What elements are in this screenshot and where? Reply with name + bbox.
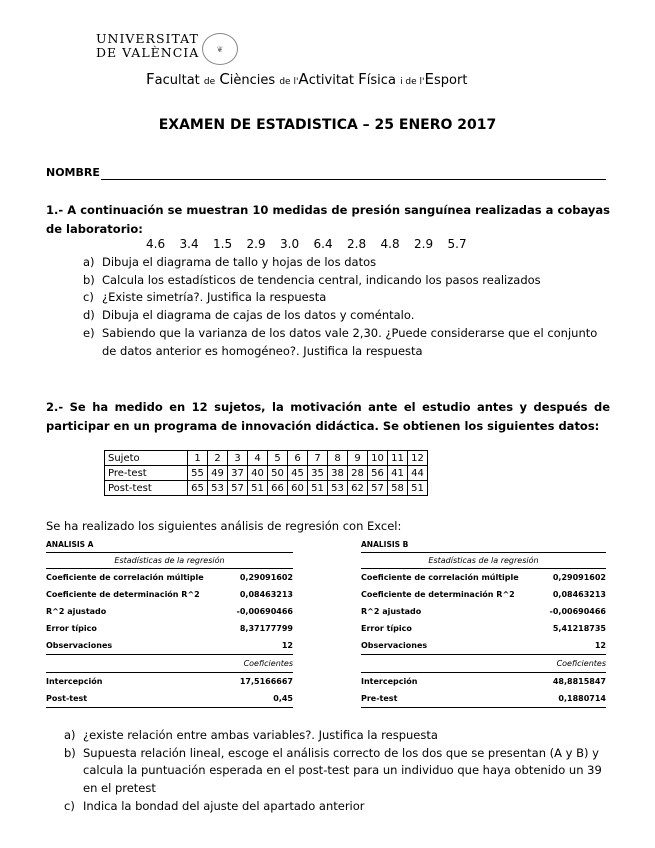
text: A: [298, 70, 309, 88]
text: 41: [388, 466, 408, 481]
text: R^2 ajustado: [46, 607, 107, 616]
table-row: [105, 451, 428, 466]
table-row: [46, 637, 293, 655]
text: Calcula los estadísticos de tendencia central, indicando los pasos realizados: [102, 272, 541, 287]
text: Intercepción: [361, 677, 418, 686]
text: Pre-test: [361, 694, 398, 703]
question-2-items: [64, 727, 614, 816]
text: 57: [368, 481, 388, 496]
text: 8,37177799: [239, 624, 293, 633]
text: Supuesta relación lineal, escoge el análisis correcto de los dos que se presentan (A y B) y calcula la puntuación esperada en el post-test para un individuo que haya obtenido un 39 en el pretest: [83, 745, 602, 796]
text: Post-test: [46, 694, 88, 703]
text: 0,29091602: [552, 573, 606, 582]
text: 55: [188, 466, 208, 481]
exam-title: EXAMEN DE ESTADISTICA – 25 ENERO 2017: [158, 117, 497, 133]
list-item: [83, 307, 613, 325]
analysis-a-table: [46, 540, 293, 708]
text: Sujeto: [105, 451, 188, 466]
text: 44: [408, 466, 428, 481]
text: Dibuja el diagrama de tallo y hojas de los datos: [102, 255, 377, 269]
text: d): [83, 308, 95, 323]
university-logo-text: [96, 32, 199, 60]
text: Coeficiente de correlación múltiple: [46, 573, 204, 582]
faculty-name: [146, 70, 467, 88]
list-item: [64, 745, 614, 798]
text: 0,1880714: [558, 694, 606, 703]
text: 40: [248, 466, 268, 481]
text: Coeficiente de correlación múltiple: [361, 573, 519, 582]
value: 3.4: [179, 237, 199, 251]
text: 9: [348, 451, 368, 466]
text: a): [64, 728, 76, 742]
text: 6: [288, 451, 308, 466]
text: 53: [328, 481, 348, 496]
text: c): [64, 798, 75, 813]
text: 37: [228, 466, 248, 481]
text: 38: [328, 466, 348, 481]
text: 2: [208, 451, 228, 466]
table-row: [361, 586, 606, 603]
text: -0,00690466: [236, 607, 293, 616]
table-row: [361, 690, 606, 708]
table-row: [105, 466, 428, 481]
text: 51: [408, 481, 428, 496]
text: 5: [268, 451, 288, 466]
text: ctivitat: [308, 73, 355, 88]
text: 0,29091602: [239, 573, 293, 582]
text: ísica: [366, 73, 396, 88]
text: 11: [388, 451, 408, 466]
text: E: [424, 70, 434, 88]
value: 2.9: [414, 237, 434, 251]
list-item: [83, 254, 613, 272]
university-seal-icon: ❦: [202, 33, 238, 65]
value: 1.5: [213, 237, 233, 251]
text: R^2 ajustado: [361, 607, 422, 616]
text: 8: [328, 451, 348, 466]
table-row: [46, 569, 293, 586]
name-field[interactable]: [101, 179, 606, 180]
text: de l': [279, 77, 299, 87]
text: 5,41218735: [552, 624, 606, 633]
table-row: [46, 690, 293, 708]
text: F: [358, 70, 367, 88]
data-table: [104, 450, 428, 496]
list-item: [83, 289, 613, 307]
text: Pre-test: [105, 466, 188, 481]
analysis-subtitle: Estadísticas de la regresión: [361, 553, 606, 569]
text: b): [83, 272, 95, 287]
coef-header: Coeficientes: [361, 655, 606, 673]
text: 7: [308, 451, 328, 466]
text: 66: [268, 481, 288, 496]
text: 56: [368, 466, 388, 481]
table-row: [46, 673, 293, 690]
question-1-items: [83, 254, 613, 360]
text: 65: [188, 481, 208, 496]
value: 6.4: [313, 237, 333, 251]
text: de: [203, 77, 216, 87]
list-item: [83, 272, 613, 290]
value: 4.8: [380, 237, 400, 251]
text: ¿existe relación entre ambas variables?. Justifica la respuesta: [83, 728, 438, 742]
text: C: [219, 70, 230, 88]
table-row: [46, 586, 293, 603]
analysis-subtitle: Estadísticas de la regresión: [46, 553, 293, 569]
list-item: [83, 325, 613, 360]
text: 57: [228, 481, 248, 496]
table-row: [46, 620, 293, 637]
text: 62: [348, 481, 368, 496]
text: b): [64, 745, 76, 760]
table-row: [361, 673, 606, 690]
text: ¿Existe simetría?. Justifica la respuesta: [102, 290, 327, 305]
coef-header: Coeficientes: [46, 655, 293, 673]
text: 53: [208, 481, 228, 496]
text: 58: [388, 481, 408, 496]
table-row: [361, 637, 606, 655]
text: 17,5166667: [239, 677, 293, 686]
text: Sabiendo que la varianza de los datos vale 2,30. ¿Puede considerarse que el conjunto de datos anterior es homogéneo?. Justifica la respuesta: [102, 325, 598, 358]
text: 35: [308, 466, 328, 481]
value: 2.9: [246, 237, 266, 251]
table-row: [105, 481, 428, 496]
question-1-values: [146, 237, 481, 251]
table-row: [361, 569, 606, 586]
text: 0,08463213: [552, 590, 606, 599]
list-item: [64, 798, 614, 816]
text: acultat: [154, 73, 200, 88]
table-row: [361, 620, 606, 637]
text: 49: [208, 466, 228, 481]
value: 4.6: [146, 237, 166, 251]
text: 48,8815847: [552, 677, 606, 686]
value: 2.8: [347, 237, 367, 251]
value: 5.7: [447, 237, 467, 251]
text: Coeficiente de determinación R^2: [46, 590, 200, 599]
text: Dibuja el diagrama de cajas de los datos y coméntalo.: [102, 308, 415, 323]
question-1-text: 1.- A continuación se muestran 10 medidas de presión sanguínea realizadas a cobayas de laboratorio:: [46, 203, 610, 236]
text: 12: [594, 641, 606, 650]
text: Coeficiente de determinación R^2: [361, 590, 515, 599]
analysis-b-table: [361, 540, 606, 708]
text: 50: [268, 466, 288, 481]
table-row: [46, 603, 293, 620]
text: a): [83, 255, 95, 269]
text: sport: [434, 73, 468, 88]
regression-intro: Se ha realizado los siguientes análisis de regresión con Excel:: [46, 519, 402, 533]
text: Post-test: [105, 481, 188, 496]
analysis-title: ANALISIS A: [46, 540, 293, 553]
text: Intercepción: [46, 677, 103, 686]
text: 4: [248, 451, 268, 466]
text: Observaciones: [361, 641, 428, 650]
text: 28: [348, 466, 368, 481]
text: 60: [288, 481, 308, 496]
table-row: [361, 603, 606, 620]
text: Observaciones: [46, 641, 113, 650]
text: 1: [188, 451, 208, 466]
text: 45: [288, 466, 308, 481]
text: 0,45: [273, 694, 293, 703]
text: 0,08463213: [239, 590, 293, 599]
text: i de l': [400, 77, 425, 87]
question-2-text: 2.- Se ha medido en 12 sujetos, la motivación ante el estudio antes y después de participar en un programa de innovación didáctica. Se obtienen los siguientes datos:: [46, 400, 610, 433]
text: 51: [248, 481, 268, 496]
value: 3.0: [280, 237, 300, 251]
text: 12: [408, 451, 428, 466]
text: -0,00690466: [549, 607, 606, 616]
list-item: [64, 727, 614, 745]
text: 51: [308, 481, 328, 496]
text: 10: [368, 451, 388, 466]
text: Error típico: [46, 624, 97, 633]
university-name-line1: UNIVERSITAT: [96, 31, 199, 46]
text: Indica la bondad del ajuste del apartado anterior: [83, 798, 365, 813]
text: Error típico: [361, 624, 412, 633]
analysis-title: ANALISIS B: [361, 540, 606, 553]
name-label: NOMBRE: [46, 166, 100, 179]
text: 12: [281, 641, 293, 650]
university-name-line2: DE VALÈNCIA: [96, 45, 200, 60]
text: c): [83, 290, 94, 305]
text: e): [83, 325, 95, 340]
text: F: [146, 70, 155, 88]
text: iències: [229, 73, 276, 88]
text: 3: [228, 451, 248, 466]
